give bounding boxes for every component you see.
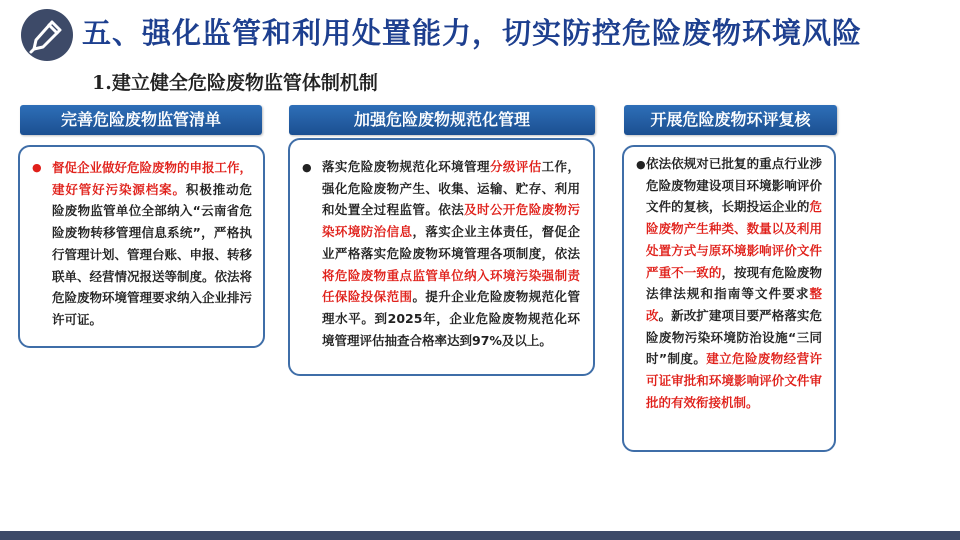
card-eia-review [622, 145, 836, 452]
card-standardization [288, 138, 595, 376]
column-header-standardization: 加强危险废物规范化管理 [289, 105, 595, 135]
bullet-icon: ● [302, 161, 312, 174]
highlight-text: 建立危险废物经营许可证审批和环境影响评价文件审批的有效衔接机制。 [646, 351, 822, 410]
section-subtitle: 1.建立健全危险废物监管体制机制 [92, 72, 378, 94]
body-text: ，按现有危险废物法律法规和指南等文件要求 [646, 264, 822, 302]
highlight-text: 分级评估 [489, 159, 542, 174]
body-text: 落实危险废物规范化环境管理 [322, 159, 490, 174]
body-text: 依法依规对已批复的重点行业涉危险废物建设项目环境影响评价文件的复核，长期投运企业的 [646, 156, 822, 215]
highlight-text: 整改 [646, 286, 822, 323]
bullet-icon: ● [32, 161, 42, 174]
highlight-text: 及时公开危险废物污染环境防治信息 [322, 202, 580, 240]
highlight-text: 将危险废物重点监管单位纳入环境污染强制责任保险投保范围 [322, 267, 580, 305]
body-text: 工作，强化危险废物产生、收集、运输、贮存、利用和处置全过程监管。依法 [322, 159, 580, 218]
card-text [322, 156, 580, 351]
body-text: 。新改扩建项目要严格落实危险废物污染环境防治设施“三同时”制度。 [646, 307, 822, 367]
body-text: 。提升企业危险废物规范化管理水平。到2025年，企业危险废物规范化环境管理评估抽查合格率达到97%及以上。 [322, 289, 580, 348]
bullet-icon: ● [636, 158, 646, 171]
card-inventory [18, 145, 265, 348]
bottom-bar [0, 531, 960, 540]
card-text [52, 157, 252, 331]
column-header-eia-review: 开展危险废物环评复核 [624, 105, 837, 135]
highlight-text: 督促企业做好危险废物的申报工作，建好管好污染源档案。 [52, 160, 253, 197]
column-header-inventory: 完善危险废物监管清单 [20, 105, 262, 135]
page-title: 五、强化监管和利用处置能力，切实防控危险废物环境风险 [82, 16, 863, 50]
card-text [646, 153, 822, 413]
pencil-icon [21, 9, 73, 61]
body-text: ，落实企业主体责任，督促企业严格落实危险废物环境管理各项制度，依法 [322, 224, 580, 261]
body-text: 积极推动危险废物监管单位全部纳入“云南省危险废物转移管理信息系统”，严格执行管理计划、管理台账、申报、转移联单、经营情况报送等制度。依法将危险废物环境管理要求纳入企业排污许可证。 [52, 181, 253, 327]
highlight-text: 危险废物产生种类、数量以及利用处置方式与原环境影响评价文件严重不一致的 [646, 199, 822, 280]
